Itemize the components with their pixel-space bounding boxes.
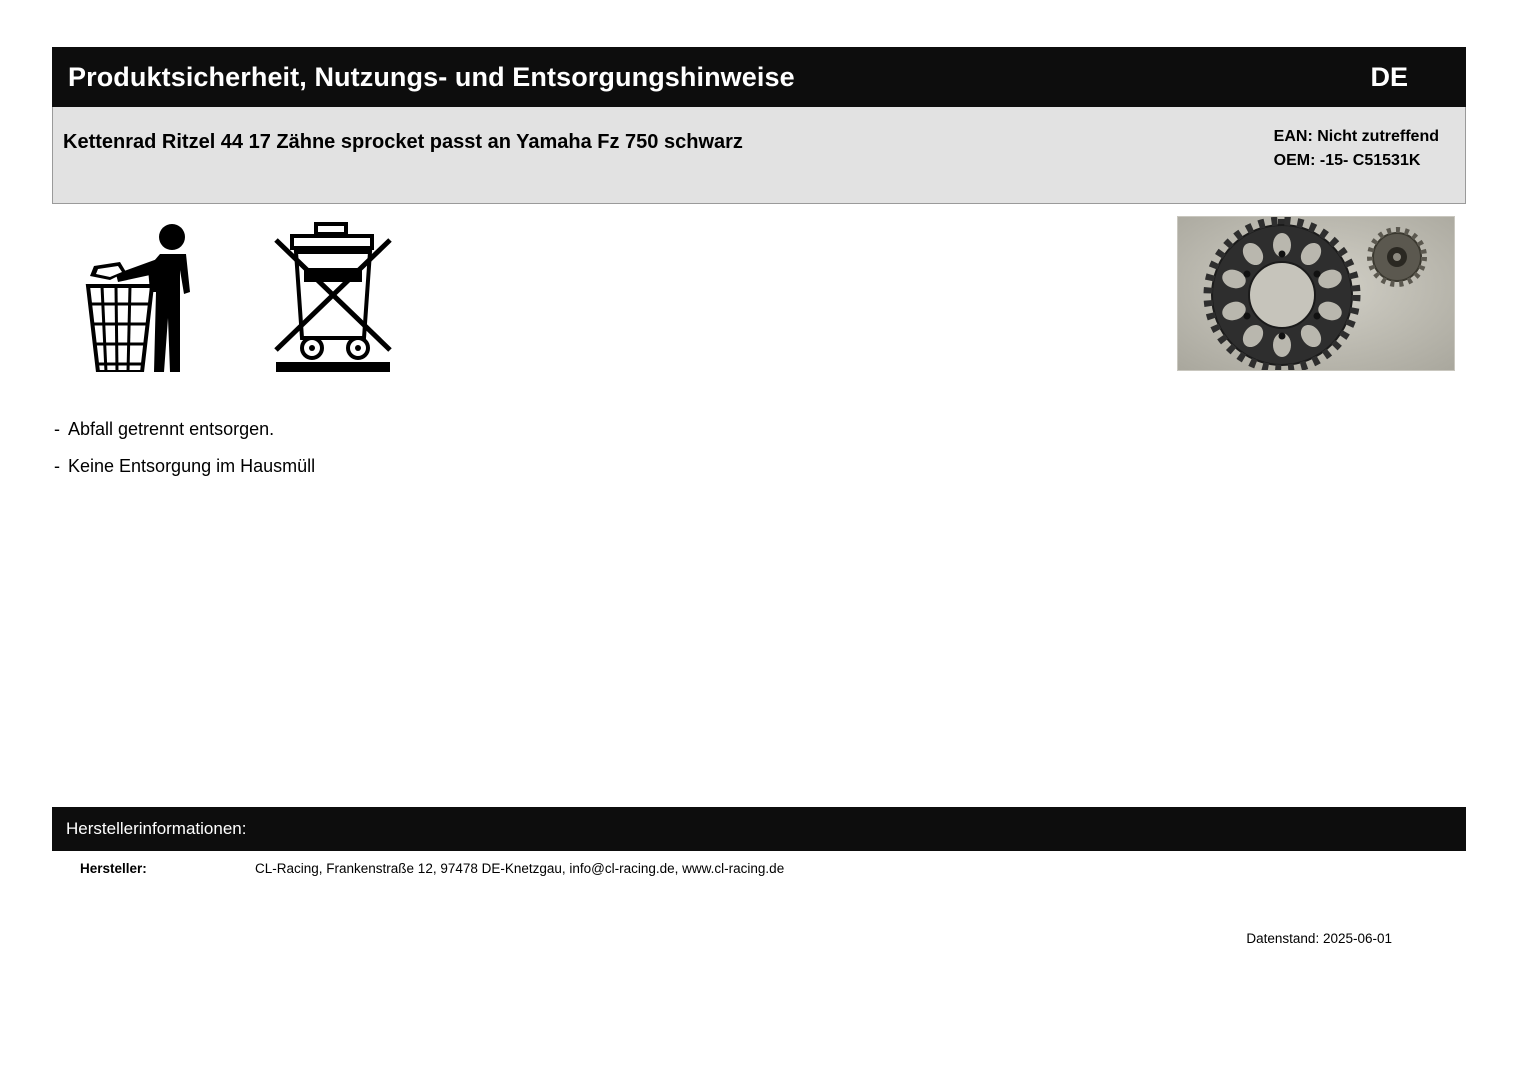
litter-bin-icon (80, 222, 220, 377)
bullet-dash: - (54, 456, 60, 476)
product-name: Kettenrad Ritzel 44 17 Zähne sprocket passt an Yamaha Fz 750 schwarz (63, 131, 743, 153)
manufacturer-key: Hersteller: (80, 861, 147, 876)
weee-crossed-out-wheelie-bin-icon (270, 222, 400, 377)
product-codes (1274, 125, 1439, 173)
page-title: Produktsicherheit, Nutzungs- und Entsorgungshinweise (68, 61, 795, 92)
note-text: Keine Entsorgung im Hausmüll (68, 456, 316, 476)
document-header-band (52, 47, 1466, 107)
note-text: Abfall getrennt entsorgen. (68, 419, 275, 439)
oem-code: OEM: -15- C51531K (1273, 152, 1421, 169)
product-photo (1177, 216, 1455, 371)
manufacturer-info-band (52, 807, 1466, 851)
pictogram-group (80, 222, 420, 382)
manufacturer-info-label: Herstellerinformationen: (66, 819, 247, 838)
list-item (54, 411, 954, 448)
product-info-panel (52, 107, 1466, 204)
bullet-dash: - (54, 419, 60, 439)
datenstand-text: Datenstand: 2025-06-01 (1246, 931, 1392, 946)
disposal-notes (54, 411, 954, 485)
manufacturer-value: CL-Racing, Frankenstraße 12, 97478 DE-Knetzgau, info@cl-racing.de, www.cl-racing.de (255, 861, 785, 876)
ean-code: EAN: Nicht zutreffend (1273, 128, 1439, 145)
list-item (54, 448, 954, 485)
manufacturer-row (80, 861, 1380, 876)
language-code: DE (1370, 61, 1408, 92)
